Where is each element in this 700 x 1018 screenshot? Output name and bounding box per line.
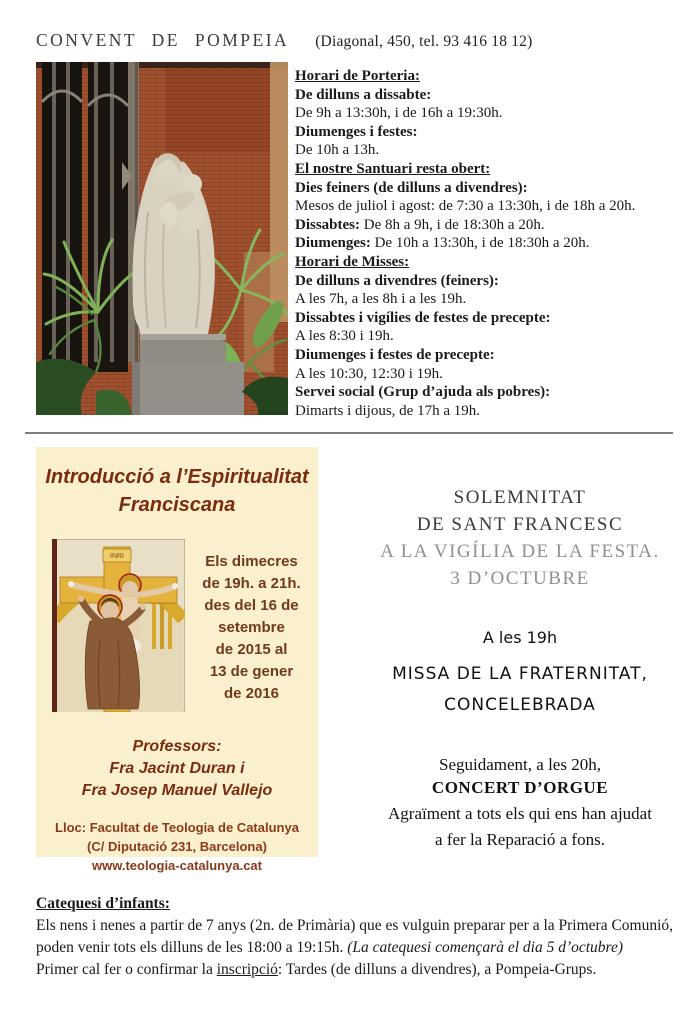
schedule-line: Horari de Misses: — [295, 253, 410, 270]
schedule-line: Diumenges: De 10h a 13:30h, i de 18:30h a 20h. — [295, 235, 590, 252]
catechesis-line3-post: : Tardes (de dilluns a divendres), a Pompeia-Grups. — [277, 961, 597, 978]
course-title-line1: Introducció a l’Espiritualitat — [45, 466, 309, 488]
catechesis-heading: Catequesi d’infants: — [36, 895, 170, 912]
professors-block — [36, 736, 318, 802]
section-divider — [25, 432, 673, 434]
professor-name: Fra Jacint Duran i — [109, 760, 245, 777]
franciscan-icon-image — [52, 539, 185, 712]
mass-time: A les 19h — [482, 628, 558, 647]
missa-line1: MISSA DE LA FRATERNITAT, — [392, 664, 648, 684]
schedule-line: De dilluns a dissabte: — [295, 86, 432, 103]
schedule-line-label: Diumenges: — [295, 235, 371, 252]
solemnitat-line4: 3 D’OCTUBRE — [450, 568, 590, 589]
schedule-line: De 10h a 13h. — [295, 142, 380, 159]
schedule-line: Diumenges i festes: — [295, 123, 418, 140]
concert-line: CONCERT D’ORGUE — [431, 778, 609, 797]
location-line: www.teologia-catalunya.cat — [91, 858, 262, 873]
schedule-line: De dilluns a divendres (feiners): — [295, 272, 499, 289]
schedule-line: Mesos de juliol i agost: de 7:30 a 13:30h, i de 18h a 20h. — [295, 198, 636, 215]
schedule-line: A les 8:30 i 19h. — [295, 328, 394, 345]
thanks-line1: Agraïment a tots els qui ens han ajudat — [388, 804, 652, 823]
schedule-line: Diumenges i festes de precepte: — [295, 346, 495, 363]
schedule-line-label: Dissabtes: — [295, 216, 361, 233]
missa-line2: CONCELEBRADA — [444, 695, 596, 715]
catechesis-line2-italic: (La catequesi començarà el dia 5 d’octubre) — [347, 939, 624, 956]
course-date-line: de 2015 al — [215, 641, 288, 658]
convent-title: CONVENT DE POMPEIA — [36, 30, 290, 50]
catechesis-section — [36, 893, 684, 981]
professors-names — [36, 758, 318, 802]
professors-heading: Professors: — [132, 738, 222, 755]
course-date-line: 13 de gener — [209, 663, 294, 680]
course-date-line: setembre — [218, 619, 285, 636]
course-date-line: des del 16 de — [204, 597, 299, 614]
schedule-line: El nostre Santuari resta obert: — [295, 160, 491, 177]
schedule-line: Dimarts i dijous, de 17h a 19h. — [295, 402, 480, 419]
catechesis-line2 — [36, 937, 684, 959]
solemnitat-line1: SOLEMNITAT — [453, 487, 587, 508]
course-title-line2: Franciscana — [118, 494, 236, 516]
schedule-line: De 9h a 13:30h, i de 16h a 19:30h. — [295, 105, 503, 122]
catechesis-line1: Els nens i nenes a partir de 7 anys (2n. de Primària) que es vulguin preparar per a la Primera Comunió, — [36, 917, 674, 934]
course-date-line: Els dimecres — [205, 553, 298, 570]
professor-name: Fra Josep Manuel Vallejo — [81, 782, 273, 799]
location-line: Lloc: Facultat de Teologia de Catalunya — [55, 820, 299, 835]
location-block — [36, 818, 318, 875]
course-dates — [185, 539, 318, 712]
statue-photo — [36, 62, 288, 415]
catechesis-line3 — [36, 959, 684, 981]
page-header — [36, 30, 676, 51]
convent-address: (Diagonal, 450, tel. 93 416 18 12) — [315, 33, 533, 50]
course-title — [36, 463, 318, 519]
course-row — [36, 539, 318, 712]
course-date-line: de 2016 — [223, 685, 280, 702]
course-date-line: de 19h. a 21h. — [202, 575, 301, 592]
crucifix-icon-illustration — [52, 539, 185, 712]
schedule-line: Dissabtes i vigílies de festes de precepte: — [295, 309, 551, 326]
announcement-column — [345, 484, 695, 853]
schedule-line: A les 10:30, 12:30 i 19h. — [295, 365, 443, 382]
solemnitat-line2: DE SANT FRANCESC — [416, 514, 624, 535]
catechesis-line3-pre: Primer cal fer o confirmar la — [36, 961, 217, 978]
catechesis-line2-normal: poden venir tots els dilluns de les 18:00 a 19:15h. — [36, 939, 348, 956]
schedule-line: Dies feiners (de dilluns a divendres): — [295, 179, 528, 196]
thanks-line2: a fer la Reparació a fons. — [435, 830, 605, 849]
catechesis-line3-underlined: inscripció — [216, 961, 278, 978]
schedule-line: Servei social (Grup d’ajuda als pobres): — [295, 384, 551, 401]
solemnitat-line3: A LA VIGÍLIA DE LA FESTA. — [380, 541, 660, 562]
schedule-line: A les 7h, a les 8h i a les 19h. — [295, 291, 467, 308]
seguidament-line: Seguidament, a les 20h, — [439, 755, 601, 774]
porteria-schedule — [295, 67, 697, 420]
inri-tag: INRI — [110, 553, 124, 560]
schedule-line: Dissabtes: De 8h a 9h, i de 18:30h a 20h. — [295, 216, 545, 233]
schedule-line: Horari de Porteria: — [295, 68, 420, 84]
statue-photo-illustration — [36, 62, 288, 415]
location-line: (C/ Diputació 231, Barcelona) — [87, 839, 267, 854]
course-box — [36, 447, 318, 873]
